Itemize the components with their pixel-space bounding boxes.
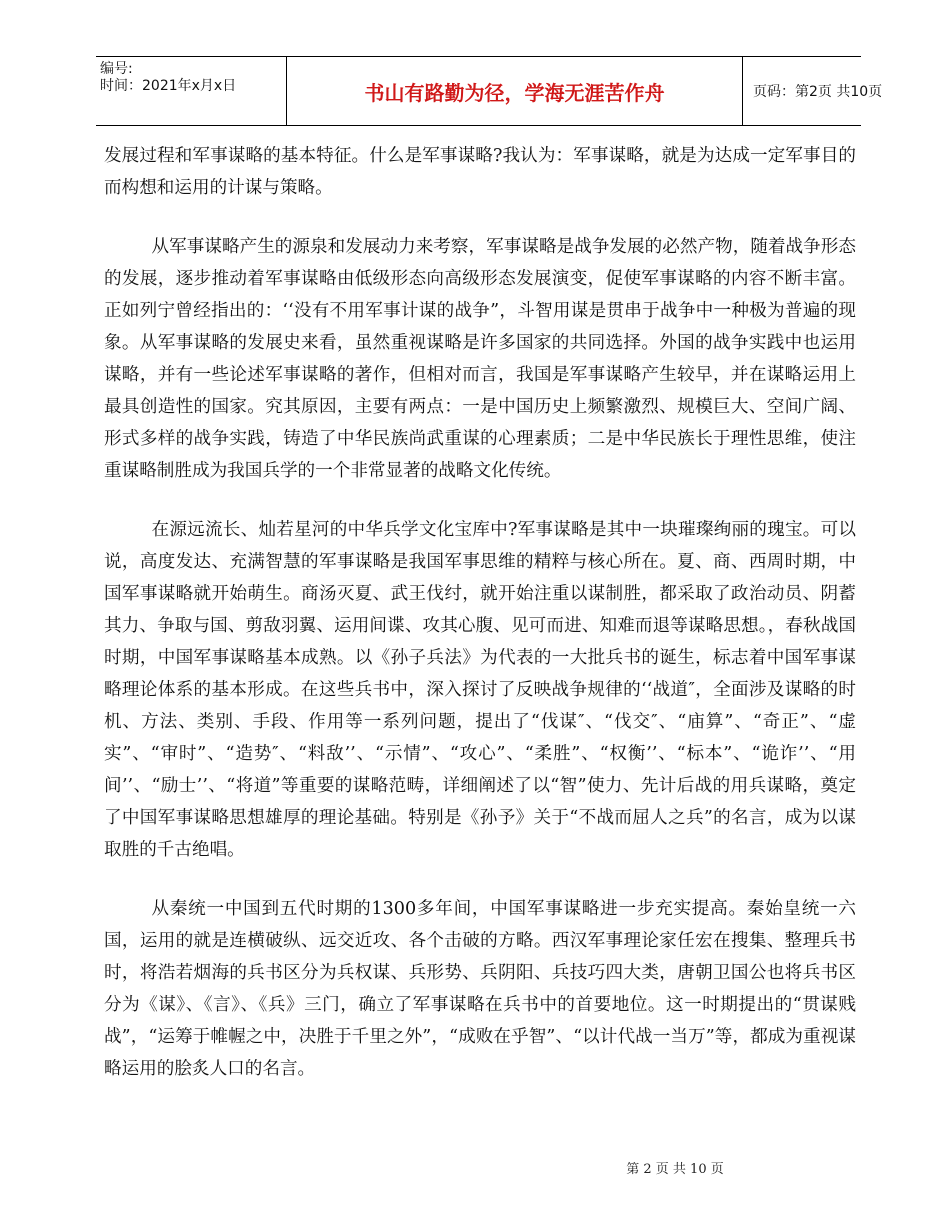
footer-page-number: 第 2 页 共 10 页 [626,1162,724,1177]
page-header [96,56,883,126]
header-meta-cell [96,57,286,125]
header-page-label: 页码：第2页 共10页 [753,84,883,100]
paragraph-4: 从秦统一中国到五代时期的1300多年间，中国军事谋略进一步充实提高。秦始皇统一六国，运用的就是连横破纵、远交近攻、各个击破的方略。西汉军事理论家任宏在搜集、整理兵书时，将浩若烟海的兵书区分为兵权谋、兵形势、兵阴阳、兵技巧四大类，唐朝卫国公也将兵书区分为《谋》、《言》、《兵》三门，确立了军事谋略在兵书中的首要地位。这一时期提出的“贯谋贱战”，“运筹于帷幄之中，决胜于千里之外”，“成败在乎智”、“以计代战一当万”等，都成为重视谋略运用的脍炙人口的名言。 [104,899,856,1079]
paragraph-1: 发展过程和军事谋略的基本特征。什么是军事谋略?我认为：军事谋略，就是为达成一定军事目的而构想和运用的计谋与策略。 [104,146,856,198]
header-motto: 书山有路勤为径，学海无涯苦作舟 [364,80,665,105]
document-number-label: 编号: [100,61,133,77]
document-body [104,140,856,1112]
header-page-cell [743,57,883,125]
document-time-label: 时间：2021年x月x日 [100,78,237,94]
paragraph-2: 从军事谋略产生的源泉和发展动力来考察，军事谋略是战争发展的必然产物，随着战争形态的发展，逐步推动着军事谋略由低级形态向高级形态发展演变，促使军事谋略的内容不断丰富。正如列宁曾经指出的：‘‘没有不用军事计谋的战争”，斗智用谋是贯串于战争中一种极为普遍的现象。从军事谋略的发展史来看，虽然重视谋略是许多国家的共同选择。外国的战争实践中也运用谋略，并有一些论述军事谋略的著作，但相对而言，我国是军事谋略产生较早，并在谋略运用上最具创造性的国家。究其原因，主要有两点：一是中国历史上频繁激烈、规模巨大、空间广阔、形式多样的战争实践，铸造了中华民族尚武重谋的心理素质；二是中华民族长于理性思维，使注重谋略制胜成为我国兵学的一个非常显著的战略文化传统。 [104,237,856,481]
header-motto-cell [286,57,743,125]
page-footer [0,1158,950,1177]
paragraph-3: 在源远流长、灿若星河的中华兵学文化宝库中?军事谋略是其中一块璀璨绚丽的瑰宝。可以说，高度发达、充满智慧的军事谋略是我国军事思维的精粹与核心所在。夏、商、西周时期，中国军事谋略就开始萌生。商汤灭夏、武王伐纣，就开始注重以谋制胜，都采取了政治动员、阴蓄其力、争取与国、剪敌羽翼、运用间谍、攻其心腹、见可而进、知难而退等谋略思想。，春秋战国时期，中国军事谋略基本成熟。以《孙子兵法》为代表的一大批兵书的诞生，标志着中国军事谋略理论体系的基本形成。在这些兵书中，深入探讨了反映战争规律的‘‘战道″，全面涉及谋略的时机、方法、类别、手段、作用等一系列问题，提出了“伐谋″、“伐交″、“庙算”、“奇正”、“虚实”、“审时”、“造势″、“料敌’’、“示情”、“攻心”、“柔胜”、“权衡’’、“标本”、“诡诈’’、“用间’’、“励士’’、“将道”等重要的谋略范畴，详细阐述了以“智”使力、先计后战的用兵谋略，奠定了中国军事谋略思想雄厚的理论基础。特别是《孙予》关于“不战而屈人之兵”的名言，成为以谋取胜的千古绝唱。 [104,520,856,860]
